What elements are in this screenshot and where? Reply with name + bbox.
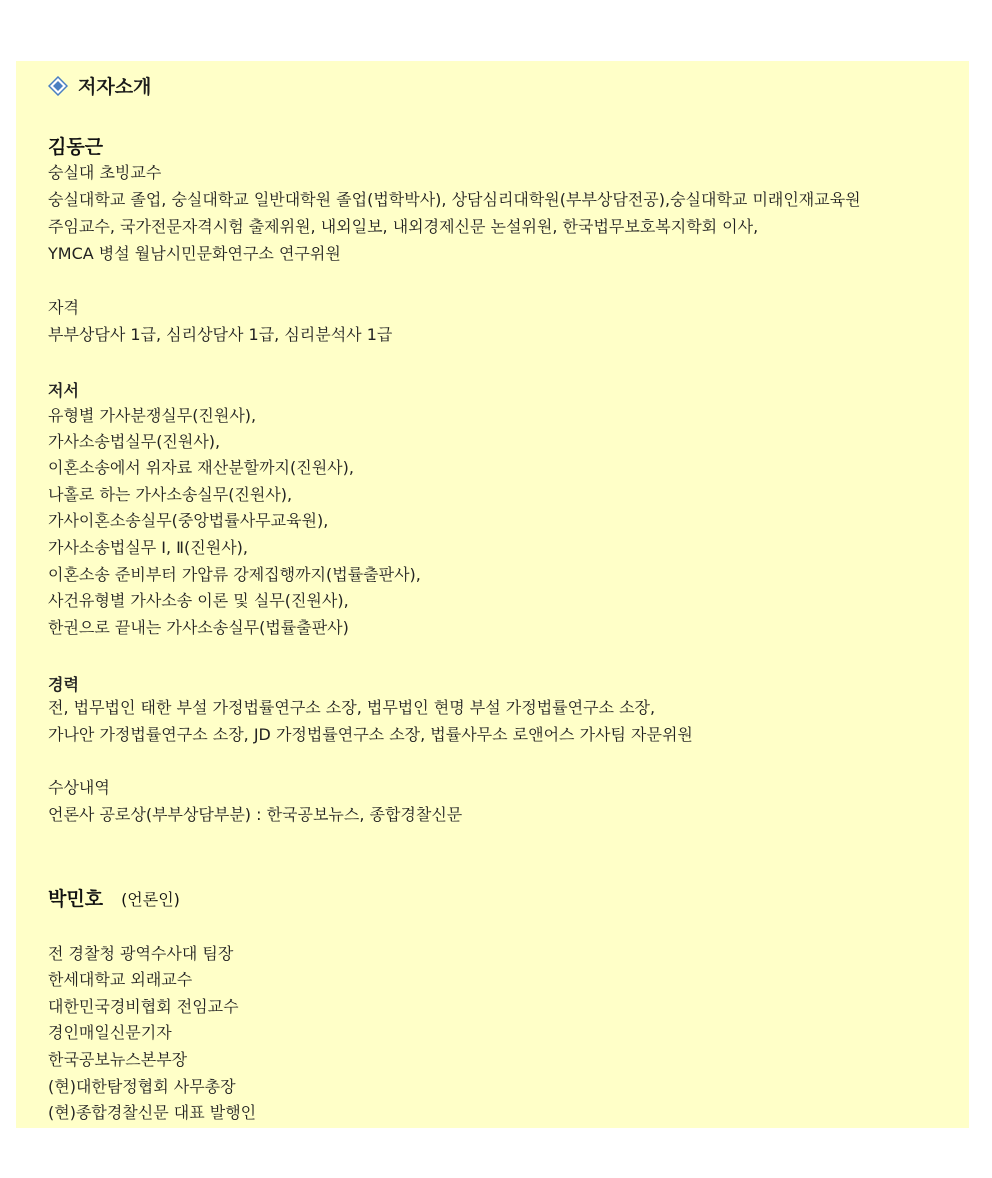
author2-line: 한국공보뉴스본부장	[48, 1050, 188, 1069]
book-item: 사건유형별 가사소송 이론 및 실무(진원사),	[48, 591, 349, 610]
author2-line: (현)대한탐정협회 사무총장	[48, 1077, 236, 1096]
career-label: 경력	[48, 675, 79, 694]
books-label: 저서	[48, 381, 79, 400]
book-item: 가사소송법실무(진원사),	[48, 432, 221, 451]
book-item: 이혼소송 준비부터 가압류 강제집행까지(법률출판사),	[48, 565, 421, 584]
diamond-bullet-icon	[48, 76, 68, 96]
author1-line: 주임교수, 국가전문자격시험 출제위원, 내외일보, 내외경제신문 논설위원, 한국법무보호복지학회 이사,	[48, 217, 759, 236]
author2-role: (언론인)	[121, 890, 180, 909]
book-item: 가사소송법실무 Ⅰ, Ⅱ(진원사),	[48, 538, 248, 557]
cert-text: 부부상담사 1급, 심리상담사 1급, 심리분석사 1급	[48, 325, 393, 344]
awards-label: 수상내역	[48, 778, 110, 797]
section-heading	[48, 72, 151, 99]
book-item: 유형별 가사분쟁실무(진원사),	[48, 406, 257, 425]
author2-line: 대한민국경비협회 전임교수	[48, 997, 239, 1016]
book-item: 이혼소송에서 위자료 재산분할까지(진원사),	[48, 458, 354, 477]
author1-name: 김동근	[48, 136, 104, 158]
career-item: 전, 법무법인 태한 부설 가정법률연구소 소장, 법무법인 현명 부설 가정법률연구소 소장,	[48, 698, 656, 717]
awards-text: 언론사 공로상(부부상담부분) : 한국공보뉴스, 종합경찰신문	[48, 805, 463, 824]
author1-line: YMCA 병설 월남시민문화연구소 연구위원	[48, 244, 341, 263]
section-title: 저자소개	[78, 76, 152, 98]
author2-line: 한세대학교 외래교수	[48, 970, 193, 989]
author2-name-row	[48, 884, 180, 911]
book-item: 한권으로 끝내는 가사소송실무(법률출판사)	[48, 618, 349, 637]
author2-line: 전 경찰청 광역수사대 팀장	[48, 944, 234, 963]
author1-line: 숭실대 초빙교수	[48, 163, 162, 182]
career-item: 가나안 가정법률연구소 소장, JD 가정법률연구소 소장, 법률사무소 로앤어스 가사팀 자문위원	[48, 725, 693, 744]
author2-line: 경인매일신문기자	[48, 1023, 172, 1042]
author1-line: 숭실대학교 졸업, 숭실대학교 일반대학원 졸업(법학박사), 상담심리대학원(부부상담전공),숭실대학교 미래인재교육원	[48, 190, 861, 209]
author2-name: 박민호	[48, 888, 104, 910]
book-item: 나홀로 하는 가사소송실무(진원사),	[48, 485, 293, 504]
cert-label: 자격	[48, 298, 79, 317]
author2-line: (현)종합경찰신문 대표 발행인	[48, 1103, 257, 1122]
book-item: 가사이혼소송실무(중앙법률사무교육원),	[48, 511, 329, 530]
